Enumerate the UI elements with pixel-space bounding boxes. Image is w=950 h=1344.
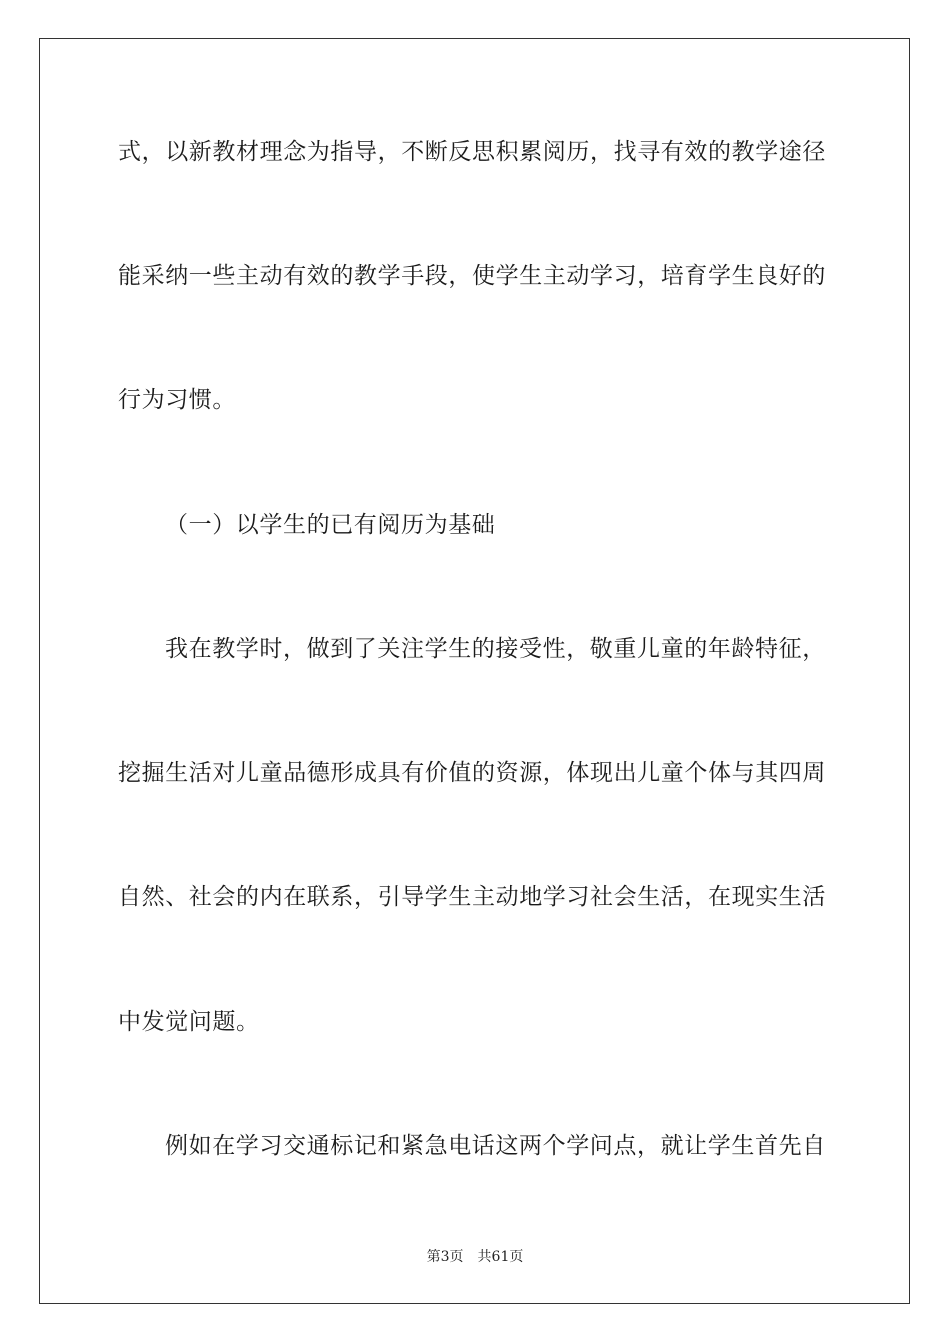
text-line: 中发觉问题。 xyxy=(118,1009,260,1035)
section-heading: （一）以学生的已有阅历为基础 xyxy=(165,512,496,538)
text-line: 能采纳一些主动有效的教学手段，使学生主动学习，培育学生良好的 xyxy=(118,263,826,289)
text-line: 行为习惯。 xyxy=(118,387,236,413)
text-line: 式，以新教材理念为指导，不断反思积累阅历，找寻有效的教学途径 xyxy=(118,139,826,165)
paragraph-start-line: 例如在学习交通标记和紧急电话这两个学问点，就让学生首先自 xyxy=(165,1133,826,1159)
page-number-total: 共61页 xyxy=(477,1249,524,1265)
paragraph-start-line: 我在教学时，做到了关注学生的接受性，敬重儿童的年龄特征， xyxy=(165,636,826,662)
text-line: 自然、社会的内在联系，引导学生主动地学习社会生活，在现实生活 xyxy=(118,884,826,910)
text-line: 挖掘生活对儿童品德形成具有价值的资源，体现出儿童个体与其四周 xyxy=(118,760,826,786)
page-border xyxy=(39,38,910,1304)
page-number-current: 第3页 xyxy=(426,1249,464,1265)
page-footer xyxy=(0,1248,950,1266)
